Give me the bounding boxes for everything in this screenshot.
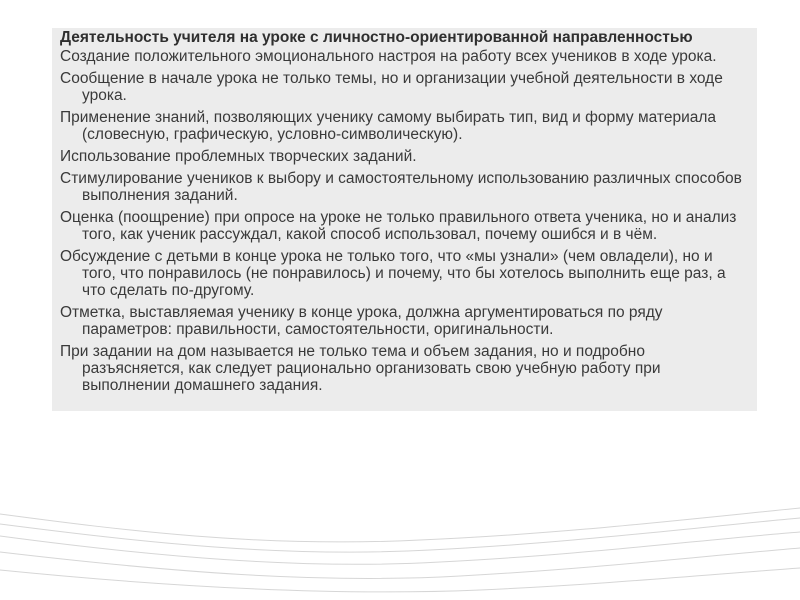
slide-content: [52, 28, 757, 411]
list-item: Использование проблемных творческих заданий.: [60, 148, 417, 165]
list-item: Сообщение в начале урока не только темы, но и организации учебной деятельности в ходе урока.: [60, 70, 723, 104]
list-item: Обсуждение с детьми в конце урока не только того, что «мы узнали» (чем овладели), но и того, что понравилось (не понравилось) и почему, что бы хотелось выполнить еще раз, а что сделать по-другому.: [60, 248, 726, 299]
list-item: Оценка (поощрение) при опросе на уроке не только правильного ответа ученика, но и анализ того, как ученик рассуждал, какой способ использовал, почему ошибся и в чём.: [60, 209, 737, 243]
slide-title: Деятельность учителя на уроке с личностно-ориентированной направленностью: [60, 29, 693, 46]
list-item: Создание положительного эмоционального настроя на работу всех учеников в ходе урока.: [60, 48, 717, 65]
list-item: Стимулирование учеников к выбору и самостоятельному использованию различных способов выполнения заданий.: [60, 170, 742, 204]
decorative-wave: [0, 470, 800, 600]
list-item: При задании на дом называется не только тема и объем задания, но и подробно разъясняется, как следует рационально организовать свою учебную работу при выполнении домашнего задания.: [60, 343, 661, 394]
list-item: Отметка, выставляемая ученику в конце урока, должна аргументироваться по ряду параметров: правильности, самостоятельности, оригинальности.: [60, 304, 663, 338]
list-item: Применение знаний, позволяющих ученику самому выбирать тип, вид и форму материала (словесную, графическую, условно-символическую).: [60, 109, 717, 143]
